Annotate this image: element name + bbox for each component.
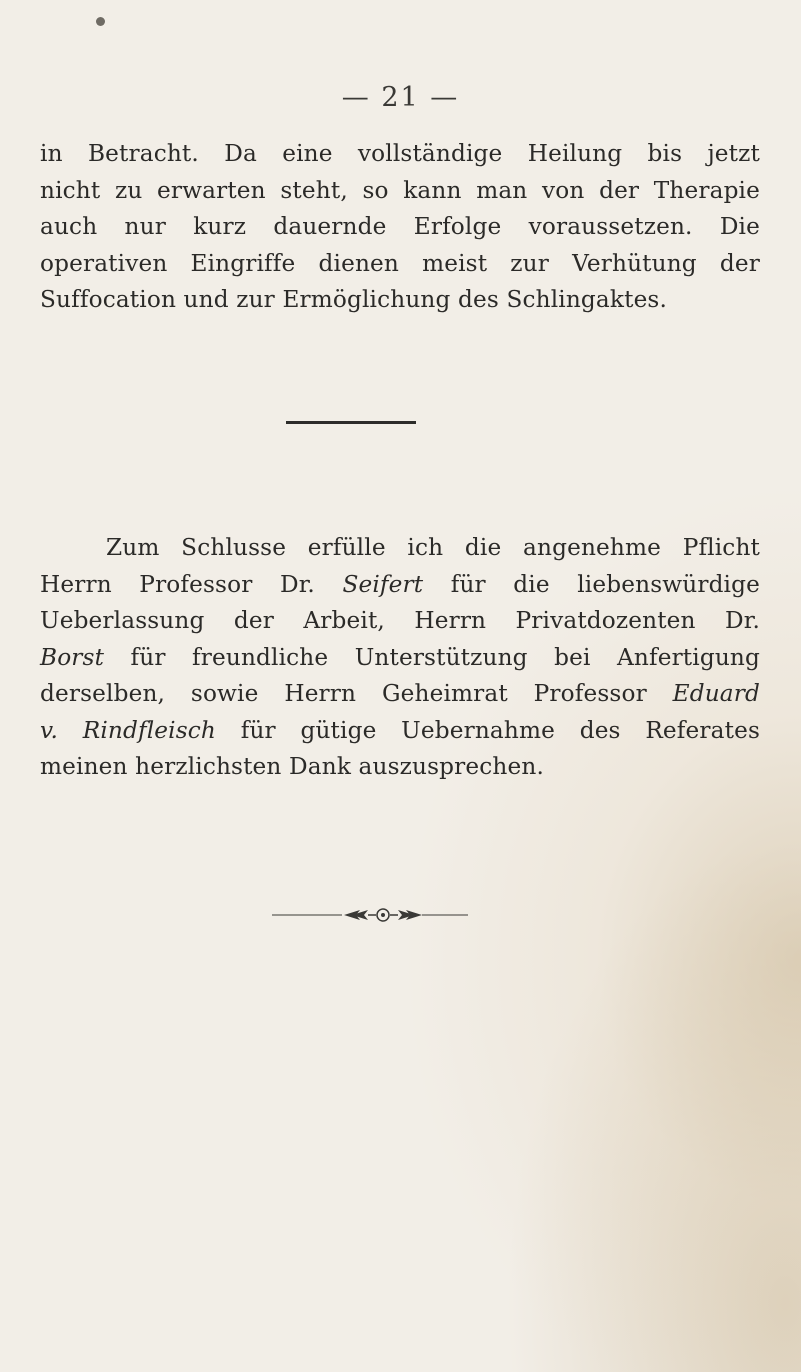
person-name-seifert: Seifert (342, 570, 424, 598)
text-line (40, 676, 760, 713)
text-line: Ueberlassung der Arbeit, Herrn Privatdozenten Dr. (40, 607, 760, 634)
text-span: Herrn Professor Dr. (40, 570, 343, 598)
text-line: auch nur kurz dauernde Erfolge voraussetzen. Die (40, 213, 760, 240)
paragraph-acknowledgement (40, 530, 760, 786)
text-line: nicht zu erwarten steht, so kann man von der Therapie (40, 176, 760, 204)
ink-spot (96, 17, 105, 26)
text-line: Zum Schlusse erfülle ich die angenehme Pflicht (106, 534, 760, 561)
text-line: operativen Eingriffe dienen meist zur Verhütung der (40, 249, 760, 277)
text-span: derselben, sowie Herrn Geheimrat Professor (40, 680, 673, 707)
person-name-eduard: Eduard (672, 680, 760, 707)
text-line (40, 640, 760, 677)
text-line: in Betracht. Da eine vollständige Heilung bis jetzt (40, 140, 760, 167)
ornament-circle-dot (381, 913, 385, 917)
text-span: für freundliche Unterstützung bei Anfertigung (104, 643, 760, 671)
text-line: meinen herzlichsten Dank auszusprechen. (40, 753, 544, 780)
end-ornament (272, 904, 532, 926)
text-line (40, 713, 760, 750)
ornament-arrow-left-inner (352, 910, 368, 920)
text-line (40, 567, 760, 604)
section-divider-rule (286, 421, 416, 424)
text-line: Suffocation und zur Ermöglichung des Schlingaktes. (40, 286, 668, 313)
text-span: für gütige Uebernahme des Referates (216, 716, 761, 744)
text-span: für die liebenswürdige (423, 570, 760, 598)
paragraph-therapy (40, 136, 760, 319)
person-name-rindfleisch: v. Rindfleisch (40, 716, 216, 744)
person-name-borst: Borst (40, 643, 105, 671)
page-number: — 21 — (341, 82, 460, 113)
